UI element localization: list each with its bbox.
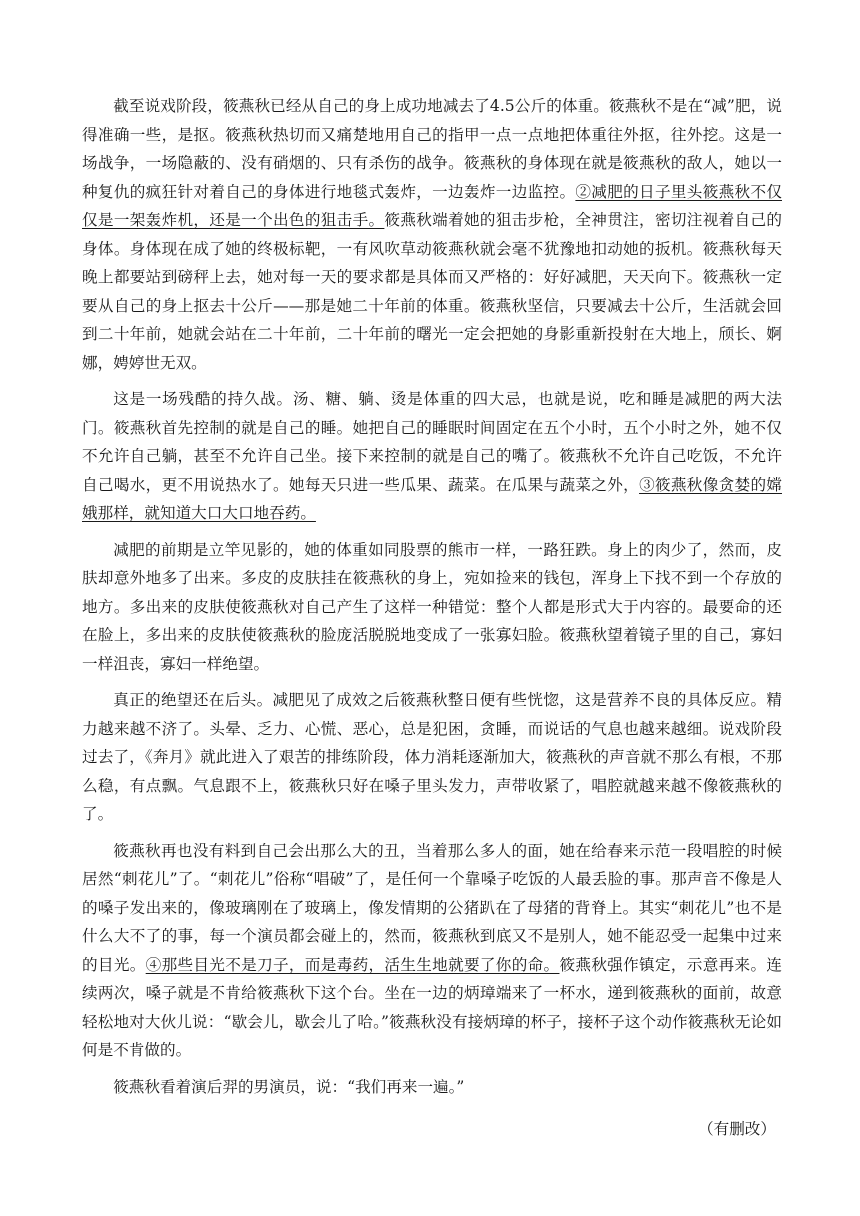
text-segment: 减肥的前期是立竿见影的，她的体重如同股票的熊市一样，一路狂跌。身上的肉少了，然而，皮肤却意外地多了出来。多皮的皮肤挂在筱燕秋的身上，宛如捡来的钱包，浑身上下找不到一个存放的地方。多出来的皮肤使筱燕秋对自己产生了这样一种错觉：整个人都是形式大于内容的。最要命的还在脸上，多出来的皮肤使筱燕秋的脸庞活脱脱地变成了一张寡妇脸。筱燕秋望着镜子里的自己，寡妇一样沮丧，寡妇一样绝望。 (82, 540, 782, 673)
document-body (82, 92, 782, 1152)
paragraph-6 (82, 1073, 782, 1102)
text-segment: 筱燕秋强作镇定，示意再来。连续两次，嗓子就是不肯给筱燕秋下这个台。坐在一边的炳璋端来了一杯水，递到筱燕秋的面前，故意轻松地对大伙儿说：“歇会儿，歇会儿了哈。”筱燕秋没有接炳璋的杯子，接杯子这个动作筱燕秋无论如何是不肯做的。 (82, 955, 782, 1059)
underlined-sentence-2: ②减肥的日子里头筱燕秋不仅仅是一架轰炸机，还是一个出色的狙击手。 (82, 182, 782, 229)
underlined-sentence-3: ③筱燕秋像贪婪的嫦娥那样，就知道大口大口地吞药。 (82, 475, 782, 522)
paragraph-1 (82, 92, 782, 377)
underlined-sentence-4: ④那些目光不是刀子，而是毒药，活生生地就要了你的命。 (145, 955, 560, 974)
text-segment: 截至说戏阶段，筱燕秋已经从自己的身上成功地减去了4.5公斤的体重。筱燕秋不是在“减”肥，说得准确一些，是抠。筱燕秋热切而又痛楚地用自己的指甲一点一点地把体重往外抠，往外挖。这是一场战争，一场隐蔽的、没有硝烟的、只有杀伤的战争。筱燕秋的身体现在就是筱燕秋的敌人，她以一种复仇的疯狂针对着自己的身体进行地毯式轰炸，一边轰炸一边监控。 (82, 97, 782, 201)
text-segment: 筱燕秋看着演后羿的男演员，说：“我们再来一遍。” (113, 1077, 465, 1096)
paragraph-2 (82, 385, 782, 528)
paragraph-4 (82, 686, 782, 829)
paragraph-3 (82, 536, 782, 679)
text-segment: 筱燕秋端着她的狙击步枪，全神贯注，密切注视着自己的身体。身体现在成了她的终极标靶，一有风吹草动筱燕秋就会毫不犹豫地扣动她的扳机。筱燕秋每天晚上都要站到磅秤上去，她对每一天的要求都是具体而又严格的：好好减肥，天天向下。筱燕秋一定要从自己的身上抠去十公斤——那是她二十年前的体重。筱燕秋坚信，只要减去十公斤，生活就会回到二十年前，她就会站在二十年前，二十年前的曙光一定会把她的身影重新投射在大地上，颀长、婀娜，娉婷世无双。 (82, 211, 782, 372)
text-segment: 筱燕秋再也没有料到自己会出那么大的丑，当着那么多人的面，她在给春来示范一段唱腔的时候居然“刺花儿”了。“刺花儿”俗称“唱破”了，是任何一个靠嗓子吃饭的人最丢脸的事。那声音不像是人的嗓子发出来的，像玻璃刚在了玻璃上，像发情期的公猪趴在了母猪的背脊上。其实“刺花儿”也不是什么大不了的事，每一个演员都会碰上的，然而，筱燕秋到底又不是别人，她不能忍受一起集中过来的目光。 (82, 841, 782, 974)
text-segment: 真正的绝望还在后头。减肥见了成效之后筱燕秋整日便有些恍惚，这是营养不良的具体反应。精力越来越不济了。头晕、乏力、心慌、恶心，总是犯困，贪睡，而说话的气息也越来越细。说戏阶段过去了，《奔月》就此进入了艰苦的排练阶段，体力消耗逐渐加大，筱燕秋的声音就不那么有根，不那么稳，有点飘。气息跟不上，筱燕秋只好在嗓子里头发力，声带收紧了，唱腔就越来越不像筱燕秋的了。 (82, 691, 782, 823)
paragraph-5 (82, 837, 782, 1065)
source-note: （有删改） (698, 1120, 776, 1138)
text-segment: 这是一场残酷的持久战。汤、糖、躺、烫是体重的四大忌，也就是说，吃和睡是减肥的两大法门。筱燕秋首先控制的就是自己的睡。她把自己的睡眠时间固定在五个小时，五个小时之外，她不仅不允许自己躺，甚至不允许自己坐。接下来控制的就是自己的嘴了。筱燕秋不允许自己吃饭，不允许自己喝水，更不用说热水了。她每天只进一些瓜果、蔬菜。在瓜果与蔬菜之外， (82, 390, 782, 494)
